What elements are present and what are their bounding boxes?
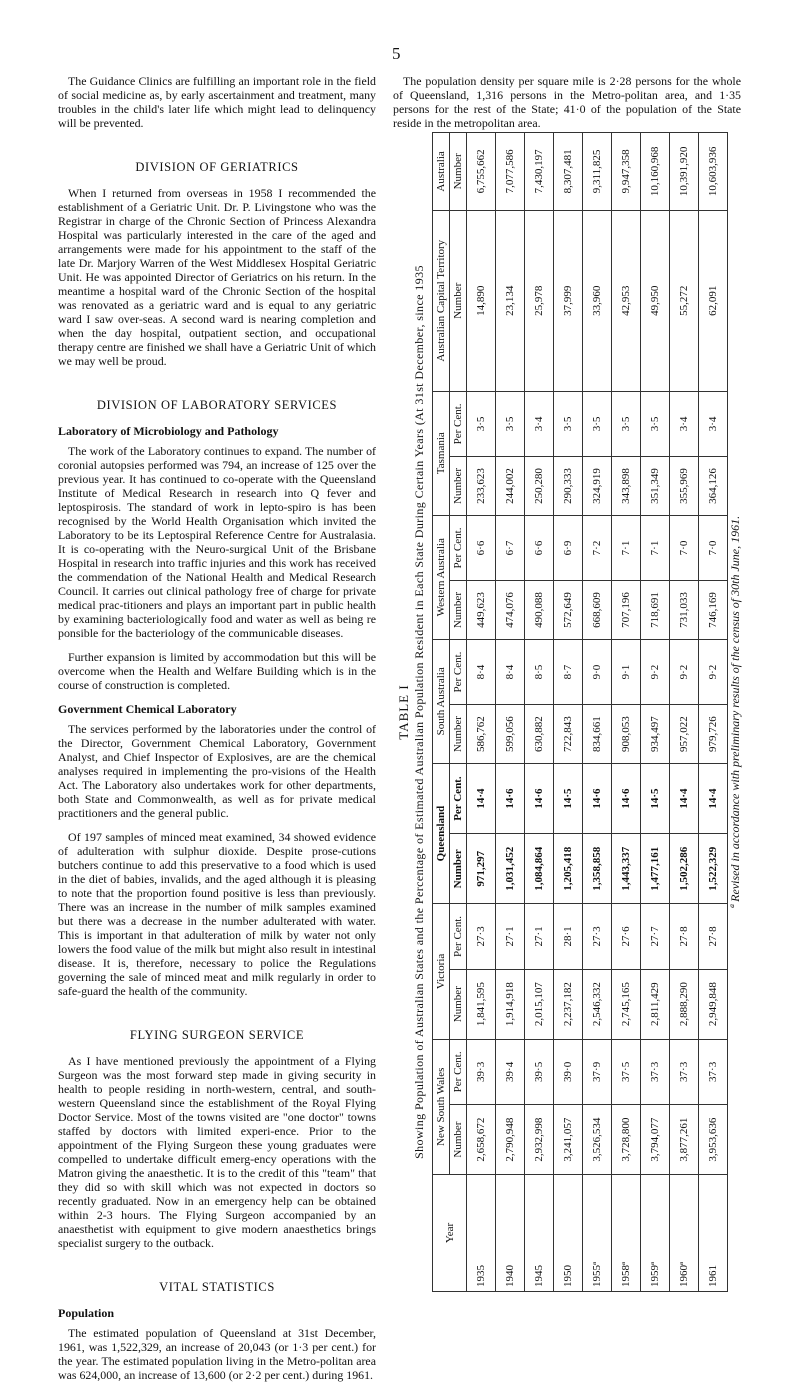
table-row [699,133,728,1292]
table-cell: 3·5 [583,391,612,457]
table-cell: 3,877,261 [670,1105,699,1175]
table-cell: 449,623 [467,581,496,640]
table-cell: 1,443,337 [612,834,641,904]
chemical-lab-subheading: Government Chemical Laboratory [58,702,237,716]
table-row [641,133,670,1292]
australia-header: Australia [433,133,450,211]
table-cell: 8·7 [554,639,583,705]
table-cell: 14,890 [467,210,496,391]
table-cell: 55,272 [670,210,699,391]
table-cell: 28·1 [554,904,583,970]
table-cell: 9,947,358 [612,133,641,211]
table-row [612,133,641,1292]
table-cell: 37·3 [641,1039,670,1105]
table-cell: 3·5 [554,391,583,457]
vic-number-header: Number [450,969,467,1039]
table-cell: 1,841,595 [467,969,496,1039]
table-cell: 7,430,197 [525,133,554,211]
table-cell: 27·7 [641,904,670,970]
table-cell: 586,762 [467,705,496,764]
table-cell: 27·1 [496,904,525,970]
table-cell: 3·5 [612,391,641,457]
table-cell: 668,609 [583,581,612,640]
table-cell: 8·4 [496,639,525,705]
table-cell: 8·5 [525,639,554,705]
population-paragraph: The estimated population of Queensland at 31st December, 1961, was 1,522,329, an increase of 20,043 (or 1·3 per cent.) for the year. The estimated population living in the Metro-politan area was 624,000, an increase of 13,600 (or 2·2 per cent.) during 1961. [58,1326,376,1382]
table-cell: 37·3 [699,1039,728,1105]
year-cell: 1955ª [583,1175,612,1292]
table-cell: 233,623 [467,457,496,516]
table-cell: 37·3 [670,1039,699,1105]
table-cell: 25,978 [525,210,554,391]
table-row [525,133,554,1292]
table-cell: 3,953,636 [699,1105,728,1175]
wa-header: Western Australia [433,515,450,639]
table-cell: 355,969 [670,457,699,516]
table-cell: 3,241,057 [554,1105,583,1175]
table-cell: 2,015,107 [525,969,554,1039]
year-cell: 1960ª [670,1175,699,1292]
vital-statistics-heading: VITAL STATISTICS [159,1280,275,1294]
table-cell: 718,691 [641,581,670,640]
table-cell: 10,160,968 [641,133,670,211]
table-cell: 27·6 [612,904,641,970]
table-footnote: ª Revised in accordance with preliminary results of the census of 30th June, 1961. [728,515,742,909]
table-cell: 707,196 [612,581,641,640]
year-header: Year [433,1175,467,1292]
table-cell: 8·4 [467,639,496,705]
table-cell: 1,522,329 [699,834,728,904]
table-label: TABLE I [396,684,411,740]
year-cell: 1940 [496,1175,525,1292]
table-cell: 1,205,418 [554,834,583,904]
table-cell: 7·0 [699,515,728,581]
table-cell: 244,002 [496,457,525,516]
table-cell: 14·4 [467,763,496,833]
table-cell: 37·9 [583,1039,612,1105]
table-cell: 14·6 [612,763,641,833]
table-cell: 731,033 [670,581,699,640]
qld-percent-header: Per Cent. [450,763,467,833]
table-cell: 908,053 [612,705,641,764]
table-cell: 14·6 [496,763,525,833]
table-cell: 3·4 [699,391,728,457]
table-cell: 979,726 [699,705,728,764]
table-cell: 14·6 [583,763,612,833]
table-row [670,133,699,1292]
table-cell: 14·5 [641,763,670,833]
population-table [432,132,728,1292]
sa-percent-header: Per Cent. [450,639,467,705]
nsw-number-header: Number [450,1105,467,1175]
table-cell: 6·9 [554,515,583,581]
density-paragraph: The population density per square mile is 2·28 persons for the whole of Queensland, 1,316 persons in the Metro-politan area, and 1·35 persons for the rest of the State; 41·0 of the population of the State reside in the metropolitan area. [393,74,741,130]
table-cell: 6·6 [467,515,496,581]
table-cell: 3·4 [670,391,699,457]
microbiology-subheading: Laboratory of Microbiology and Pathology [58,424,279,438]
table-cell: 9·2 [699,639,728,705]
table-cell: 490,088 [525,581,554,640]
table-cell: 1,084,864 [525,834,554,904]
table-cell: 2,546,332 [583,969,612,1039]
act-number-header: Number [450,210,467,391]
table-cell: 39·5 [525,1039,554,1105]
table-cell: 10,391,920 [670,133,699,211]
chemical-lab-paragraph-2: Of 197 samples of minced meat examined, 34 showed evidence of adulteration with sulphur dioxide. Despite prose-cutions butchers continue to add this preservative to a food which is used in the diet of babies, invalids, and the aged although it is pleasing to note that the proportion found positive is less than previously. There was an increase in the number of milk samples examined but there was a decrease in the number adulterated with water. This is important in that adulteration of milk by water not only lowers the food value of the milk but might also result in intestinal disease. It is, therefore, necessary to police the Regulations governing the sale of minced meat and milk regularly in order to safe-guard the health of the community. [58,830,376,998]
left-column [58,74,376,1392]
population-table-rotated [392,132,752,1292]
microbiology-paragraph-2: Further expansion is limited by accommodation but this will be overcome when the Health and Welfare Building which is in the course of construction is completed. [58,650,376,692]
table-cell: 7·0 [670,515,699,581]
tas-number-header: Number [450,457,467,516]
table-cell: 14·4 [670,763,699,833]
table-row [467,133,496,1292]
table-cell: 2,790,948 [496,1105,525,1175]
table-cell: 14·6 [525,763,554,833]
table-cell: 1,031,452 [496,834,525,904]
table-cell: 474,076 [496,581,525,640]
table-cell: 1,914,918 [496,969,525,1039]
vic-percent-header: Per Cent. [450,904,467,970]
table-cell: 14·4 [699,763,728,833]
guidance-paragraph: The Guidance Clinics are fulfilling an important role in the field of social medicine as, by early ascertainment and treatment, many troubles in the child's later life which might lead to delinquency will be prevented. [58,74,376,130]
table-row [496,133,525,1292]
table-cell: 6,755,662 [467,133,496,211]
year-cell: 1961 [699,1175,728,1292]
table-cell: 3·5 [467,391,496,457]
table-cell: 971,297 [467,834,496,904]
table-cell: 7·1 [612,515,641,581]
australia-number-header: Number [450,133,467,211]
table-cell: 42,953 [612,210,641,391]
table-cell: 3·5 [641,391,670,457]
sa-number-header: Number [450,705,467,764]
year-cell: 1958ª [612,1175,641,1292]
table-cell: 2,932,998 [525,1105,554,1175]
table-cell: 290,333 [554,457,583,516]
table-cell: 9·2 [670,639,699,705]
table-cell: 62,091 [699,210,728,391]
table-cell: 3,728,800 [612,1105,641,1175]
right-intro [393,74,741,130]
table-cell: 364,126 [699,457,728,516]
table-cell: 9·0 [583,639,612,705]
table-cell: 250,280 [525,457,554,516]
table-cell: 27·3 [467,904,496,970]
table-cell: 8,307,481 [554,133,583,211]
table-cell: 39·4 [496,1039,525,1105]
wa-percent-header: Per Cent. [450,515,467,581]
qld-number-header: Number [450,834,467,904]
flying-surgeon-heading: FLYING SURGEON SERVICE [129,1028,305,1042]
table-cell: 746,169 [699,581,728,640]
qld-header: Queensland [433,763,450,903]
table-cell: 27·1 [525,904,554,970]
tas-percent-header: Per Cent. [450,391,467,457]
table-cell: 957,022 [670,705,699,764]
year-cell: 1945 [525,1175,554,1292]
population-subheading: Population [58,1306,115,1320]
nsw-header: New South Wales [433,1039,450,1174]
table-cell: 3·5 [496,391,525,457]
act-header: Australian Capital Territory [433,210,450,391]
table-cell: 351,349 [641,457,670,516]
table-row [554,133,583,1292]
flying-surgeon-paragraph: As I have mentioned previously the appointment of a Flying Surgeon was the most forward step made in giving security in health to people residing in north-western, central, and south-western Queensland since the establishment of the Royal Flying Doctor Service. Most of the towns visited are "one doctor" towns staffed by doctors with limited experi-ence. Prior to the appointment of the Flying Surgeon these young graduates were compelled to undertake difficult emerg-ency operations with the Matron giving the anaesthetic. It is to the credit of this "team" that they did so with skill which was not expected in doctors so recently graduated. Now in an emergency help can be obtained within 2-3 hours. The Flying Surgeon accompanied by an anaesthetist with equipment to give modern anaesthetics brings specialist surgery to the outback. [58,1054,376,1250]
rotated-table-area [392,132,752,1292]
nsw-percent-header: Per Cent. [450,1039,467,1105]
table-cell: 6·7 [496,515,525,581]
table-cell: 3,526,534 [583,1105,612,1175]
table-row [583,133,612,1292]
table-cell: 10,603,936 [699,133,728,211]
table-cell: 572,649 [554,581,583,640]
table-cell: 3,794,077 [641,1105,670,1175]
table-cell: 7·1 [641,515,670,581]
table-cell: 2,658,672 [467,1105,496,1175]
table-cell: 27·8 [699,904,728,970]
year-cell: 1959ª [641,1175,670,1292]
table-cell: 834,661 [583,705,612,764]
vic-header: Victoria [433,904,450,1039]
laboratory-heading: DIVISION OF LABORATORY SERVICES [96,398,338,412]
tas-header: Tasmania [433,391,450,515]
table-cell: 37,999 [554,210,583,391]
table-cell: 6·6 [525,515,554,581]
table-cell: 722,843 [554,705,583,764]
table-cell: 7,077,586 [496,133,525,211]
table-cell: 1,477,161 [641,834,670,904]
table-cell: 37·5 [612,1039,641,1105]
table-cell: 2,888,290 [670,969,699,1039]
year-cell: 1950 [554,1175,583,1292]
table-cell: 2,949,848 [699,969,728,1039]
table-cell: 14·5 [554,763,583,833]
page-number: 5 [392,44,401,63]
table-cell: 9,311,825 [583,133,612,211]
table-cell: 3·4 [525,391,554,457]
table-cell: 630,882 [525,705,554,764]
table-cell: 324,919 [583,457,612,516]
table-cell: 39·3 [467,1039,496,1105]
table-cell: 23,134 [496,210,525,391]
table-cell: 27·3 [583,904,612,970]
table-cell: 2,745,165 [612,969,641,1039]
geriatrics-paragraph: When I returned from overseas in 1958 I recommended the establishment of a Geriatric Unit. Dr. P. Livingstone who was the Registrar in charge of the Chronic Section of Princess Alexandra Hospital was particularly interested in the care of the aged and arrangements were made for his appointment to the staff of the late Dr. Marjory Warren of the West Middlesex Hospital Geriatric Unit. He was appointed Director of Geriatrics on his return. In the meantime a hospital ward of the Chronic Section of the hospital was renovated as a geriatric ward and is equal to any geriatric ward I saw over-seas. A second ward is nearing completion and when the day hospital, outpatient section, and occupational therapy centre are finished we shall have a Geriatric Unit of which we may well be proud. [58,186,376,368]
table-cell: 934,497 [641,705,670,764]
table-cell: 39·0 [554,1039,583,1105]
table-title: Showing Population of Australian States and the Percentage of Estimated Australian Population Resident in Each State During Certain Years (At 31st December, since 1935 [412,265,426,1159]
table-cell: 599,056 [496,705,525,764]
table-cell: 9·1 [612,639,641,705]
microbiology-paragraph-1: The work of the Laboratory continues to expand. The number of coronial autopsies performed was 794, an increase of 125 over the previous year. It has continued to co-operate with the Queensland Institute of Medical Research in research into Q fever and leptospirosis. The standard of work in lepto-spiro is has been recognised by the World Health Organisation which invited the Laboratory to be its Leptospiral Reference Centre for Australasia. It is co-operating with the Neuro-surgical Unit of the Brisbane Hospital in research into traffic injuries and this work has received the commendation of the National Health and Medical Research Council. It carries out clinical pathology free of charge for private medical prac-titioners and plays an important part in public health by examining bacteriologically food and water as well as being re ponsible for the bacteriology of the communicable diseases. [58,444,376,640]
geriatrics-heading: DIVISION OF GERIATRICS [135,160,299,174]
table-cell: 2,811,429 [641,969,670,1039]
year-cell: 1935 [467,1175,496,1292]
table-cell: 9·2 [641,639,670,705]
table-cell: 33,960 [583,210,612,391]
table-body [467,133,728,1292]
table-cell: 2,237,182 [554,969,583,1039]
table-cell: 1,358,858 [583,834,612,904]
chemical-lab-paragraph-1: The services performed by the laboratories under the control of the Director, Government Chemical Laboratory, Government Analyst, and Chief Inspector of Explosives, are are the chemical analyses required in implementing the pro-visions of the Health Act. The Laboratory also undertakes work for other departments, both State and Commonwealth, as well as for private medical practitioners and the general public. [58,722,376,820]
table-cell: 1,502,286 [670,834,699,904]
table-cell: 27·8 [670,904,699,970]
table-cell: 7·2 [583,515,612,581]
table-cell: 343,898 [612,457,641,516]
table-cell: 49,950 [641,210,670,391]
sa-header: South Australia [433,639,450,763]
wa-number-header: Number [450,581,467,640]
